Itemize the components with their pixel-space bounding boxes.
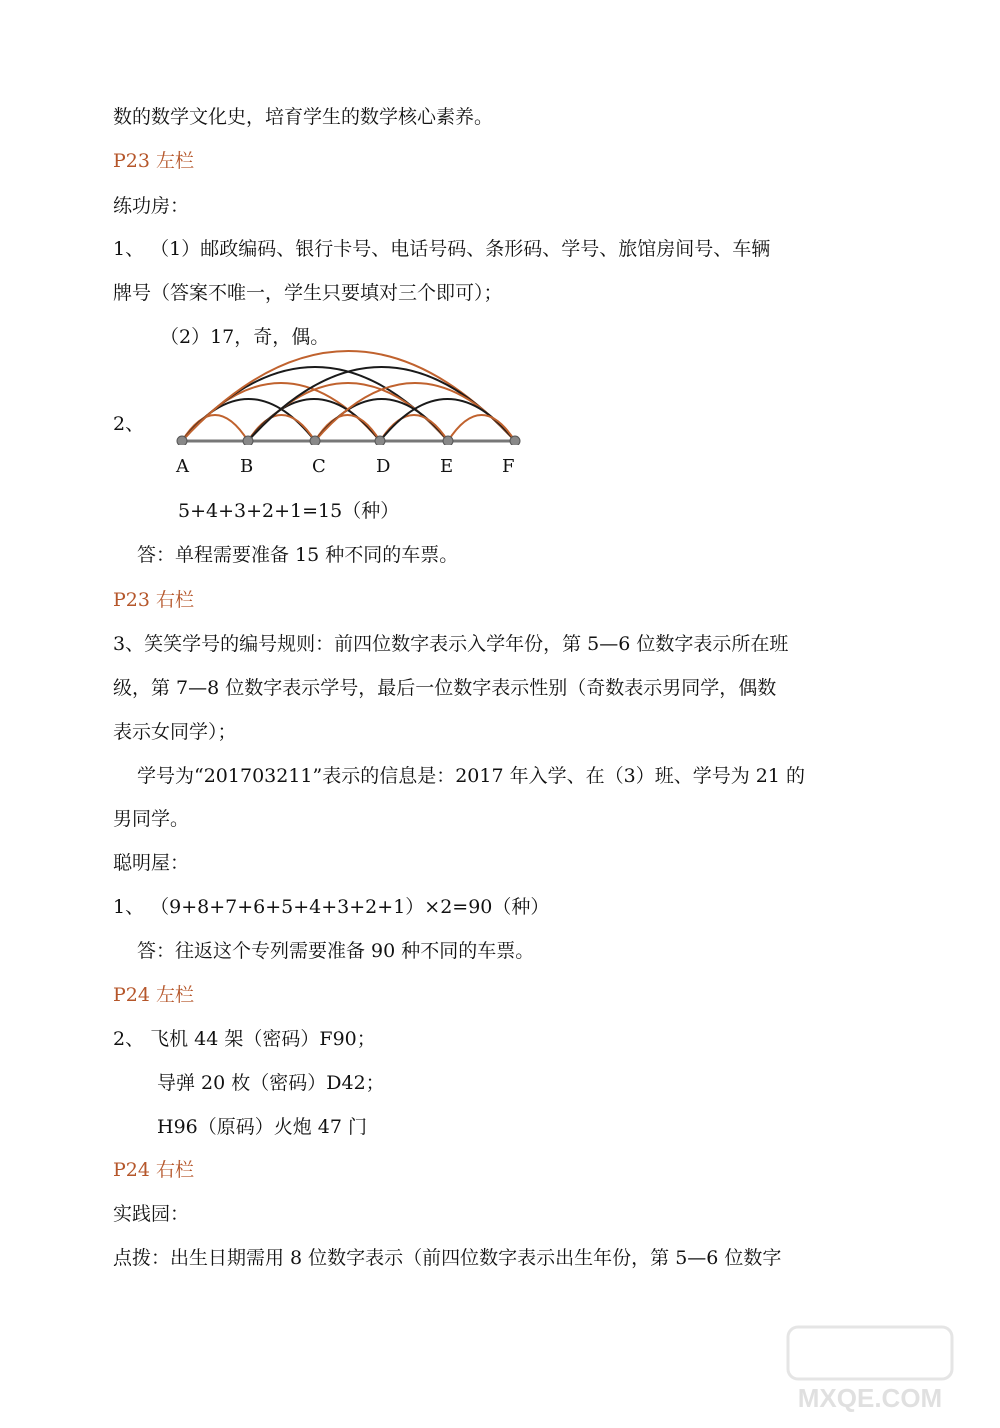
watermark-logo (780, 1323, 960, 1418)
text-line: 级，第 7—8 位数字表示学号，最后一位数字表示性别（奇数表示男同学，偶数 (113, 677, 777, 699)
text-line: 表示女同学）； (113, 721, 237, 743)
answer-line: 答：往返这个专列需要准备 90 种不同的车票。 (137, 940, 535, 962)
stop-dot-b (243, 436, 253, 445)
text-line: 3、笑笑学号的编号规则：前四位数字表示入学年份，第 5—6 位数字表示所在班 (113, 633, 789, 655)
section-heading: P24 左栏 (113, 984, 195, 1006)
stop-dot-c (310, 436, 320, 445)
text-line: （2）17，奇，偶。 (160, 326, 330, 348)
route-arc-diagram (170, 350, 530, 445)
point-label-a: A (176, 456, 189, 477)
route-arc (315, 415, 380, 441)
point-label-b: B (240, 456, 254, 477)
stop-dot-a (177, 436, 187, 445)
point-label-d: D (376, 456, 391, 477)
text-line: 1、 （1）邮政编码、银行卡号、电话号码、条形码、学号、旅馆房间号、车辆 (113, 238, 771, 260)
text-line: 2、 飞机 44 架（密码）F90； (113, 1028, 376, 1050)
point-label-f: F (502, 456, 515, 477)
text-line: 导弹 20 枚（密码）D42； (157, 1072, 385, 1094)
subheading: 实践园： (113, 1203, 190, 1225)
watermark-text: MXQE.COM (797, 1383, 943, 1413)
point-label-e: E (440, 456, 454, 477)
text-line: 男同学。 (113, 808, 190, 830)
section-heading: P23 左栏 (113, 150, 195, 172)
text-line: H96（原码）火炮 47 门 (157, 1116, 368, 1138)
route-arcs (182, 351, 515, 441)
text-line: 点拨：出生日期需用 8 位数字表示（前四位数字表示出生年份，第 5—6 位数字 (113, 1247, 782, 1269)
subheading: 聪明屋： (113, 852, 190, 874)
route-arc (448, 415, 515, 441)
answer-line: 答：单程需要准备 15 种不同的车票。 (137, 544, 459, 566)
equation: 5+4+3+2+1=15（种） (178, 500, 400, 522)
stop-dot-e (443, 436, 453, 445)
stop-dot-d (375, 436, 385, 445)
subheading: 练功房： (113, 195, 190, 217)
item-number: 2、 (113, 413, 145, 435)
stop-dot-f (510, 436, 520, 445)
equation: 1、 （9+8+7+6+5+4+3+2+1）×2=90（种） (113, 896, 550, 918)
point-label-c: C (312, 456, 326, 477)
section-heading: P23 右栏 (113, 589, 195, 611)
section-heading: P24 右栏 (113, 1159, 195, 1181)
text-line: 数的数学文化史，培育学生的数学核心素养。 (113, 106, 494, 128)
text-line: 牌号（答案不唯一，学生只要填对三个即可）； (113, 282, 503, 304)
text-line: 学号为“201703211”表示的信息是：2017 年入学、在（3）班、学号为 21 的 (137, 765, 805, 787)
